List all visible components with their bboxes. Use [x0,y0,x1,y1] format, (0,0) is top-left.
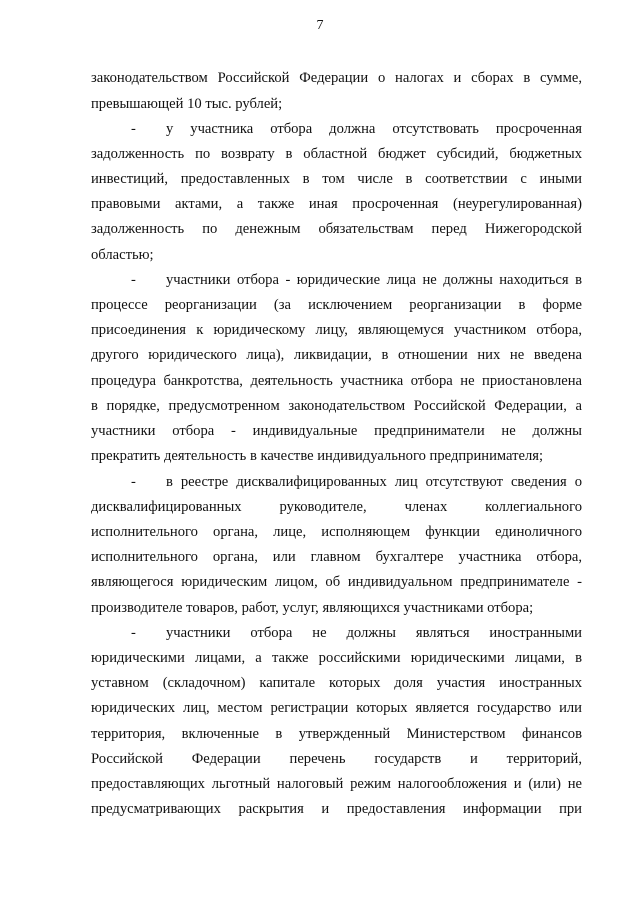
text-line: участники отбора - индивидуальные предприниматели не должны [91,423,582,439]
text-line: у участника отбора должна отсутствовать просроченная [166,121,582,137]
text-line: в реестре дисквалифицированных лиц отсутствуют сведения о [166,474,582,490]
list-bullet: - [131,625,136,641]
text-line: являющегося юридическим лицом, об индивидуальном предпринимателе - [91,574,582,590]
text-line: присоединения к юридическому лицу, являющемуся участником отбора, [91,322,582,338]
text-line: инвестиций, предоставленных в том числе в соответствии с иными [91,171,582,187]
text-line: предоставляющих льготный налоговый режим налогообложения и (или) не [91,776,582,792]
text-line: предусматривающих раскрытия и предоставления информации при [91,801,582,817]
text-line: исполнительного органа, лице, исполняющем функции единоличного [91,524,582,540]
text-line: законодательством Российской Федерации о налогах и сборах в сумме, [91,70,582,86]
text-line: процедура банкротства, деятельность участника отбора не приостановлена [91,373,582,389]
text-line: другого юридического лица), ликвидации, в отношении них не введена [91,347,582,363]
text-line: территория, включенные в утвержденный Министерством финансов [91,726,582,742]
page-number: 7 [316,18,324,33]
list-bullet: - [131,474,136,490]
text-line: участники отбора - юридические лица не должны находиться в [166,272,582,288]
text-line: участники отбора не должны являться иностранными [166,625,582,641]
text-line: превышающей 10 тыс. рублей; [91,96,283,112]
text-line: производителе товаров, работ, услуг, являющихся участниками отбора; [91,600,534,616]
text-line: уставном (складочном) капитале которых доля участия иностранных [91,675,582,691]
text-line: дисквалифицированных руководителе, членах коллегиального [91,499,582,515]
text-line: правовыми актами, а также иная просроченная (неурегулированная) [91,196,582,212]
text-line: процессе реорганизации (за исключением реорганизации в форме [91,297,582,313]
text-line: юридических лиц, местом регистрации которых является государство или [91,700,582,716]
text-line: задолженность по денежным обязательствам перед Нижегородской [91,221,582,237]
list-bullet: - [131,121,136,137]
text-line: прекратить деятельность в качестве индивидуального предпринимателя; [91,448,544,464]
text-line: юридическими лицами, а также российскими юридическими лицами, в [91,650,582,666]
list-bullet: - [131,272,136,288]
text-line: задолженность по возврату в областной бюджет субсидий, бюджетных [91,146,582,162]
text-line: Российской Федерации перечень государств и территорий, [91,751,582,767]
text-line: областью; [91,247,154,263]
text-line: в порядке, предусмотренном законодательством Российской Федерации, а [91,398,582,414]
text-line: исполнительного органа, или главном бухгалтере участника отбора, [91,549,582,565]
